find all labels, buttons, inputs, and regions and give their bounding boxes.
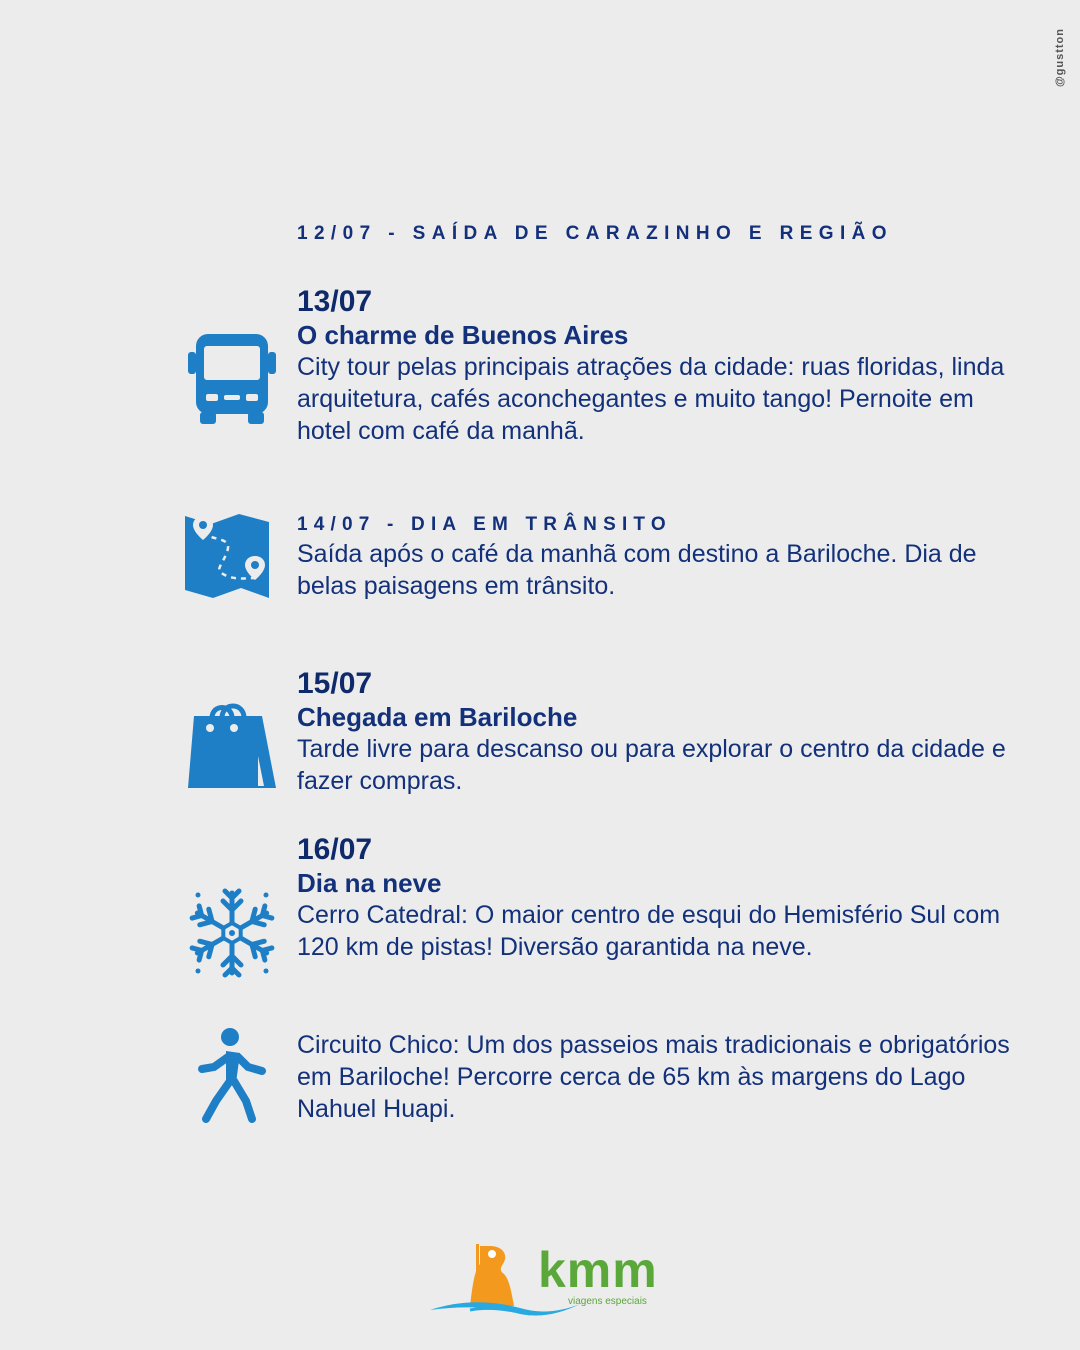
day-title: Chegada em Bariloche	[297, 702, 578, 732]
logo-name: kmm	[538, 1242, 658, 1298]
day-text: City tour pelas principais atrações da cidade: ruas floridas, linda arquitetura, cafés aconchegantes e muito tango! Pernoite em hotel com café da manhã.	[297, 353, 1005, 445]
snowflake-icon	[186, 888, 278, 978]
departure-header: 12/07 - SAÍDA DE CARAZINHO E REGIÃO	[297, 223, 893, 244]
map-icon	[183, 512, 271, 600]
day-heading: 14/07 - DIA EM TRÂNSITO	[297, 514, 672, 535]
bus-icon	[186, 332, 278, 426]
day-date: 15/07	[297, 667, 373, 700]
day-text: Cerro Catedral: O maior centro de esqui do Hemisfério Sul com 120 km de pistas! Diversão garantida na neve.	[297, 901, 1001, 961]
kmm-logo	[430, 1240, 660, 1320]
logo-tagline: viagens especiais	[568, 1296, 647, 1307]
day-16-block	[297, 833, 1027, 963]
watermark: @gustton	[1054, 28, 1066, 88]
day-14-block	[297, 512, 1027, 602]
day-text: Circuito Chico: Um dos passeios mais tradicionais e obrigatórios em Bariloche! Percorre cerca de 65 km às margens do Lago Nahuel Huapi.	[297, 1031, 1010, 1123]
day-text: Tarde livre para descanso ou para explorar o centro da cidade e fazer compras.	[297, 735, 1006, 795]
day-date: 16/07	[297, 833, 373, 866]
shopping-bag-icon	[186, 696, 278, 790]
day-title: Dia na neve	[297, 868, 442, 898]
day-date: 13/07	[297, 285, 373, 318]
day-title: O charme de Buenos Aires	[297, 320, 629, 350]
walking-person-icon	[196, 1025, 268, 1123]
day-text: Saída após o café da manhã com destino a Bariloche. Dia de belas paisagens em trânsito.	[297, 540, 977, 600]
day-15-block	[297, 667, 1027, 797]
day-13-block	[297, 285, 1027, 447]
circuito-chico-block	[297, 1029, 1027, 1125]
